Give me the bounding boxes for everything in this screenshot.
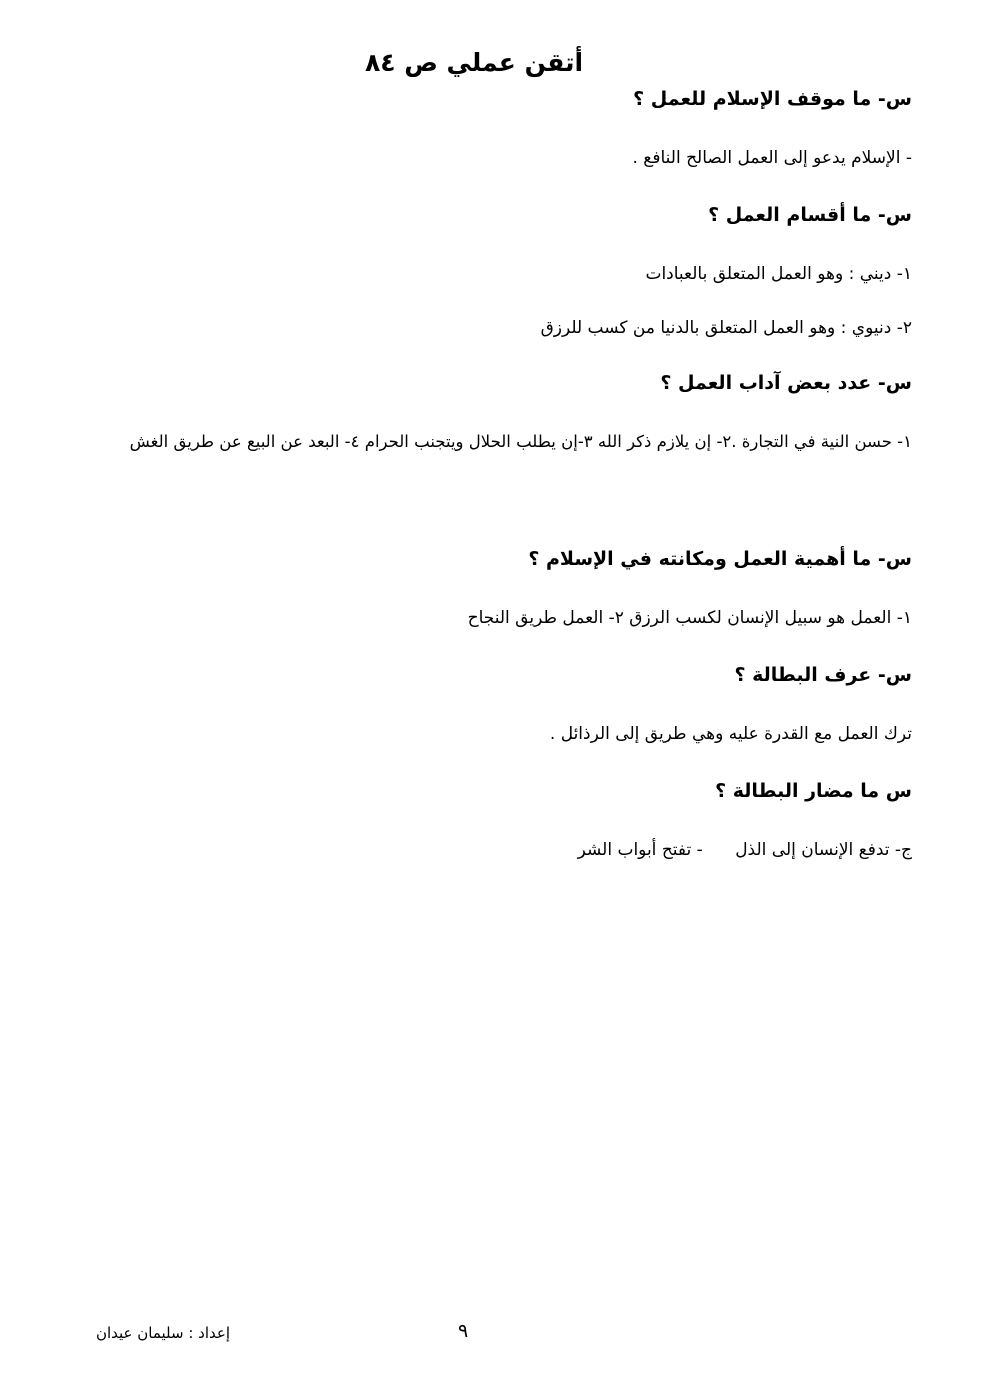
answer-3-1: ١- حسن النية في التجارة .٢- إن يلازم ذكر الله ٣-إن يطلب الحلال ويتجنب الحرام ٤- البعد عن البيع عن طريق الغش (129, 432, 912, 451)
question-3: س- عدد بعض آداب العمل ؟ (660, 372, 912, 394)
answer-6-1: ج- تدفع الإنسان إلى الذل - تفتح أبواب الشر (577, 840, 912, 860)
answer-2-1: ١- ديني : وهو العمل المتعلق بالعبادات (645, 264, 912, 284)
question-5: س- عرف البطالة ؟ (734, 664, 912, 686)
answer-5-1: ترك العمل مع القدرة عليه وهي طريق إلى الرذائل . (549, 724, 912, 744)
page-number: ٩ (458, 1320, 469, 1342)
answer-1-1: - الإسلام يدعو إلى العمل الصالح النافع . (632, 148, 912, 168)
question-2: س- ما أقسام العمل ؟ (708, 204, 912, 226)
answer-2-2: ٢- دنيوي : وهو العمل المتعلق بالدنيا من كسب للرزق (540, 318, 912, 338)
question-6: س ما مضار البطالة ؟ (715, 780, 912, 802)
answer-4-1: ١- العمل هو سبيل الإنسان لكسب الرزق ٢- العمل طريق النجاح (467, 608, 912, 628)
author-credit: إعداد : سليمان عيدان (95, 1324, 230, 1342)
question-1: س- ما موقف الإسلام للعمل ؟ (633, 88, 912, 110)
page-title: أتقن عملي ص ٨٤ (364, 48, 584, 77)
question-4: س- ما أهمية العمل ومكانته في الإسلام ؟ (528, 548, 912, 570)
